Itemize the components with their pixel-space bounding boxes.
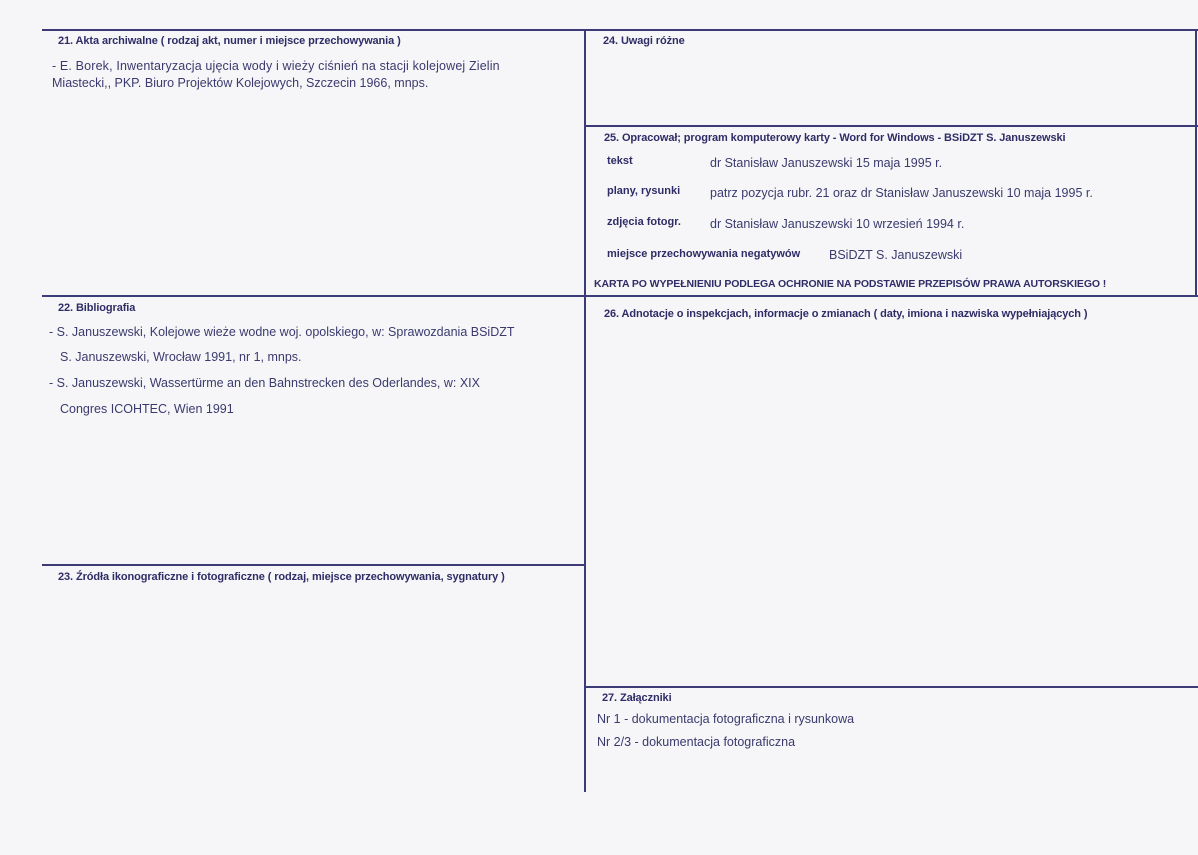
right-edge-rule <box>1195 30 1197 297</box>
negatives-location-value: BSiDZT S. Januszewski <box>829 248 963 262</box>
right-rule-26 <box>585 295 1198 297</box>
center-divider <box>584 30 586 792</box>
negatives-location-label: miejsce przechowywania negatywów <box>607 248 801 260</box>
tekst-value: dr Stanisław Januszewski 15 maja 1995 r. <box>710 156 943 170</box>
section-22-header: 22. Bibliografia <box>58 302 136 314</box>
left-rule-22 <box>42 295 585 297</box>
bibliography-entry-1-line-1: - S. Januszewski, Kolejowe wieże wodne woj. opolskiego, w: Sprawozdania BSiDZT <box>49 325 515 339</box>
copyright-warning: KARTA PO WYPEŁNIENIU PODLEGA OCHRONIE NA PODSTAWIE PRZEPISÓW PRAWA AUTORSKIEGO ! <box>594 278 1107 290</box>
left-rule-23 <box>42 564 585 566</box>
section-21-header: 21. Akta archiwalne ( rodzaj akt, numer i miejsce przechowywania ) <box>58 35 401 47</box>
zdjecia-value: dr Stanisław Januszewski 10 wrzesień 1994 r. <box>710 217 965 231</box>
tekst-label: tekst <box>607 155 633 167</box>
plany-label: plany, rysunki <box>607 185 681 197</box>
section-26-header: 26. Adnotacje o inspekcjach, informacje o zmianach ( daty, imiona i nazwiska wypełniających ) <box>604 308 1088 320</box>
attachment-item-2: Nr 2/3 - dokumentacja fotograficzna <box>597 735 796 749</box>
plany-value: patrz pozycja rubr. 21 oraz dr Stanisław Januszewski 10 maja 1995 r. <box>710 186 1093 200</box>
section-23-header: 23. Źródła ikonograficzne i fotograficzne ( rodzaj, miejsce przechowywania, sygnatury ) <box>58 571 505 583</box>
bibliography-entry-1-line-2: S. Januszewski, Wrocław 1991, nr 1, mnps. <box>60 350 302 364</box>
section-25-header: 25. Opracował; program komputerowy karty - Word for Windows - BSiDZT S. Januszewski <box>604 132 1066 144</box>
section-27-header: 27. Załączniki <box>602 692 672 704</box>
top-rule <box>42 29 1198 31</box>
bibliography-entry-2-line-2: Congres ICOHTEC, Wien 1991 <box>60 402 234 416</box>
section-24-header: 24. Uwagi różne <box>603 35 685 47</box>
right-rule-27 <box>585 686 1198 688</box>
right-rule-25 <box>585 125 1198 127</box>
section-21-entry-line-1: - E. Borek, Inwentaryzacja ujęcia wody i wieży ciśnień na stacji kolejowej Zielin <box>52 59 500 73</box>
section-21-entry-line-2: Miastecki,, PKP. Biuro Projektów Kolejowych, Szczecin 1966, mnps. <box>52 76 429 90</box>
zdjecia-label: zdjęcia fotogr. <box>607 216 681 228</box>
attachment-item-1: Nr 1 - dokumentacja fotograficzna i rysunkowa <box>597 712 855 726</box>
bibliography-entry-2-line-1: - S. Januszewski, Wassertürme an den Bahnstrecken des Oderlandes, w: XIX <box>49 376 480 390</box>
